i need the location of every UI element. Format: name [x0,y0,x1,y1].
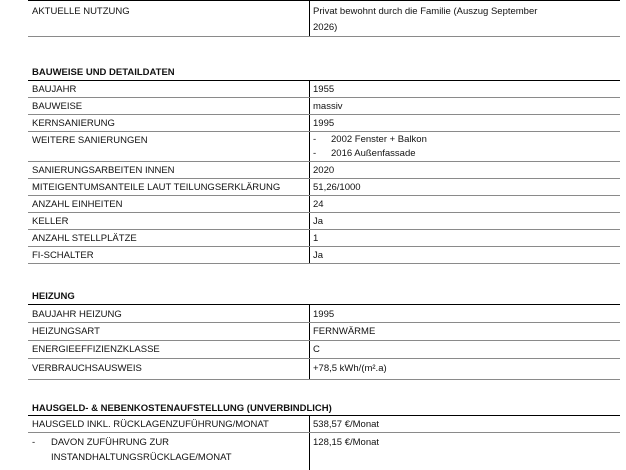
row-label-zufuehrung-line1: DAVON ZUFÜHRUNG ZUR [51,437,170,448]
row-separator [28,432,620,433]
nutzung-label: AKTUELLE NUTZUNG [32,6,130,17]
row-value-zufuehrung: 128,15 €/Monat [313,437,380,448]
row-value-hausgeld-inkl: 538,57 €/Monat [313,419,380,430]
row-separator [28,229,620,230]
row-value-kernsanierung: 1995 [313,118,335,129]
row-separator [28,340,620,341]
row-label-energieeffizienzklasse: ENERGIEEFFIZIENZKLASSE [32,344,160,355]
section-top-border [28,415,620,416]
column-divider [309,415,310,470]
row-separator [28,195,620,196]
row-label-sanierungsarbeiten-innen: SANIERUNGSARBEITEN INNEN [32,165,175,176]
section-top-border [28,304,620,305]
column-divider [309,0,310,36]
top-border [28,0,620,1]
row-label-bauweise: BAUWEISE [32,101,83,112]
row-separator [28,263,620,264]
section-title-heizung: HEIZUNG [32,291,75,302]
row-separator [28,36,620,37]
row-value-verbrauchsausweis: +78,5 kWh/(m².a) [313,363,387,374]
row-label-miteigentumsanteile: MITEIGENTUMSANTEILE LAUT TEILUNGSERKLÄRUNG [32,182,281,193]
row-separator [28,322,620,323]
row-value-bauweise: massiv [313,101,343,112]
row-separator [28,97,620,98]
row-label-heizungsart: HEIZUNGSART [32,326,100,337]
row-separator [28,246,620,247]
row-separator [28,131,620,132]
row-value-energieeffizienzklasse: C [313,344,320,355]
row-label-hausgeld-inkl: HAUSGELD INKL. RÜCKLAGENZUFÜHRUNG/MONAT [32,419,269,430]
sanierung-item: - 2002 Fenster + Balkon [313,134,427,145]
row-value-miteigentumsanteile: 51,26/1000 [313,182,361,193]
row-separator [28,212,620,213]
row-label-anzahl-einheiten: ANZAHL EINHEITEN [32,199,123,210]
nutzung-value-line1: Privat bewohnt durch die Familie (Auszug September [313,6,538,17]
row-value-anzahl-einheiten: 24 [313,199,324,210]
row-separator [28,161,620,162]
section-title-bauweise: BAUWEISE UND DETAILDATEN [32,67,175,78]
row-separator [28,114,620,115]
column-divider [309,80,310,264]
row-dash-zufuehrung: - [32,437,36,448]
column-divider [309,304,310,380]
row-label-kernsanierung: KERNSANIERUNG [32,118,115,129]
row-label-fi-schalter: FI-SCHALTER [32,250,94,261]
nutzung-value-line2: 2026) [313,22,338,33]
row-label-weitere-sanierungen: WEITERE SANIERUNGEN [32,135,148,146]
row-value-fi-schalter: Ja [313,250,324,261]
row-separator [28,358,620,359]
row-label-baujahr: BAUJAHR [32,84,77,95]
section-title-hausgeld: HAUSGELD- & NEBENKOSTENAUFSTELLUNG (UNVERBINDLICH) [32,403,332,414]
row-value-keller: Ja [313,216,324,227]
section-top-border [28,80,620,81]
row-separator [28,178,620,179]
row-value-stellplaetze: 1 [313,233,319,244]
row-label-stellplaetze: ANZAHL STELLPLÄTZE [32,233,137,244]
row-value-baujahr-heizung: 1995 [313,309,335,320]
row-value-sanierungsarbeiten-innen: 2020 [313,165,335,176]
row-separator [28,379,620,380]
row-label-zufuehrung-line2: INSTANDHALTUNGSRÜCKLAGE/MONAT [51,452,232,463]
row-value-heizungsart: FERNWÄRME [313,326,376,337]
sanierung-item: - 2016 Außenfassade [313,148,416,159]
row-label-baujahr-heizung: BAUJAHR HEIZUNG [32,309,122,320]
row-label-keller: KELLER [32,216,69,227]
row-label-verbrauchsausweis: VERBRAUCHSAUSWEIS [32,363,142,374]
row-value-baujahr: 1955 [313,84,335,95]
